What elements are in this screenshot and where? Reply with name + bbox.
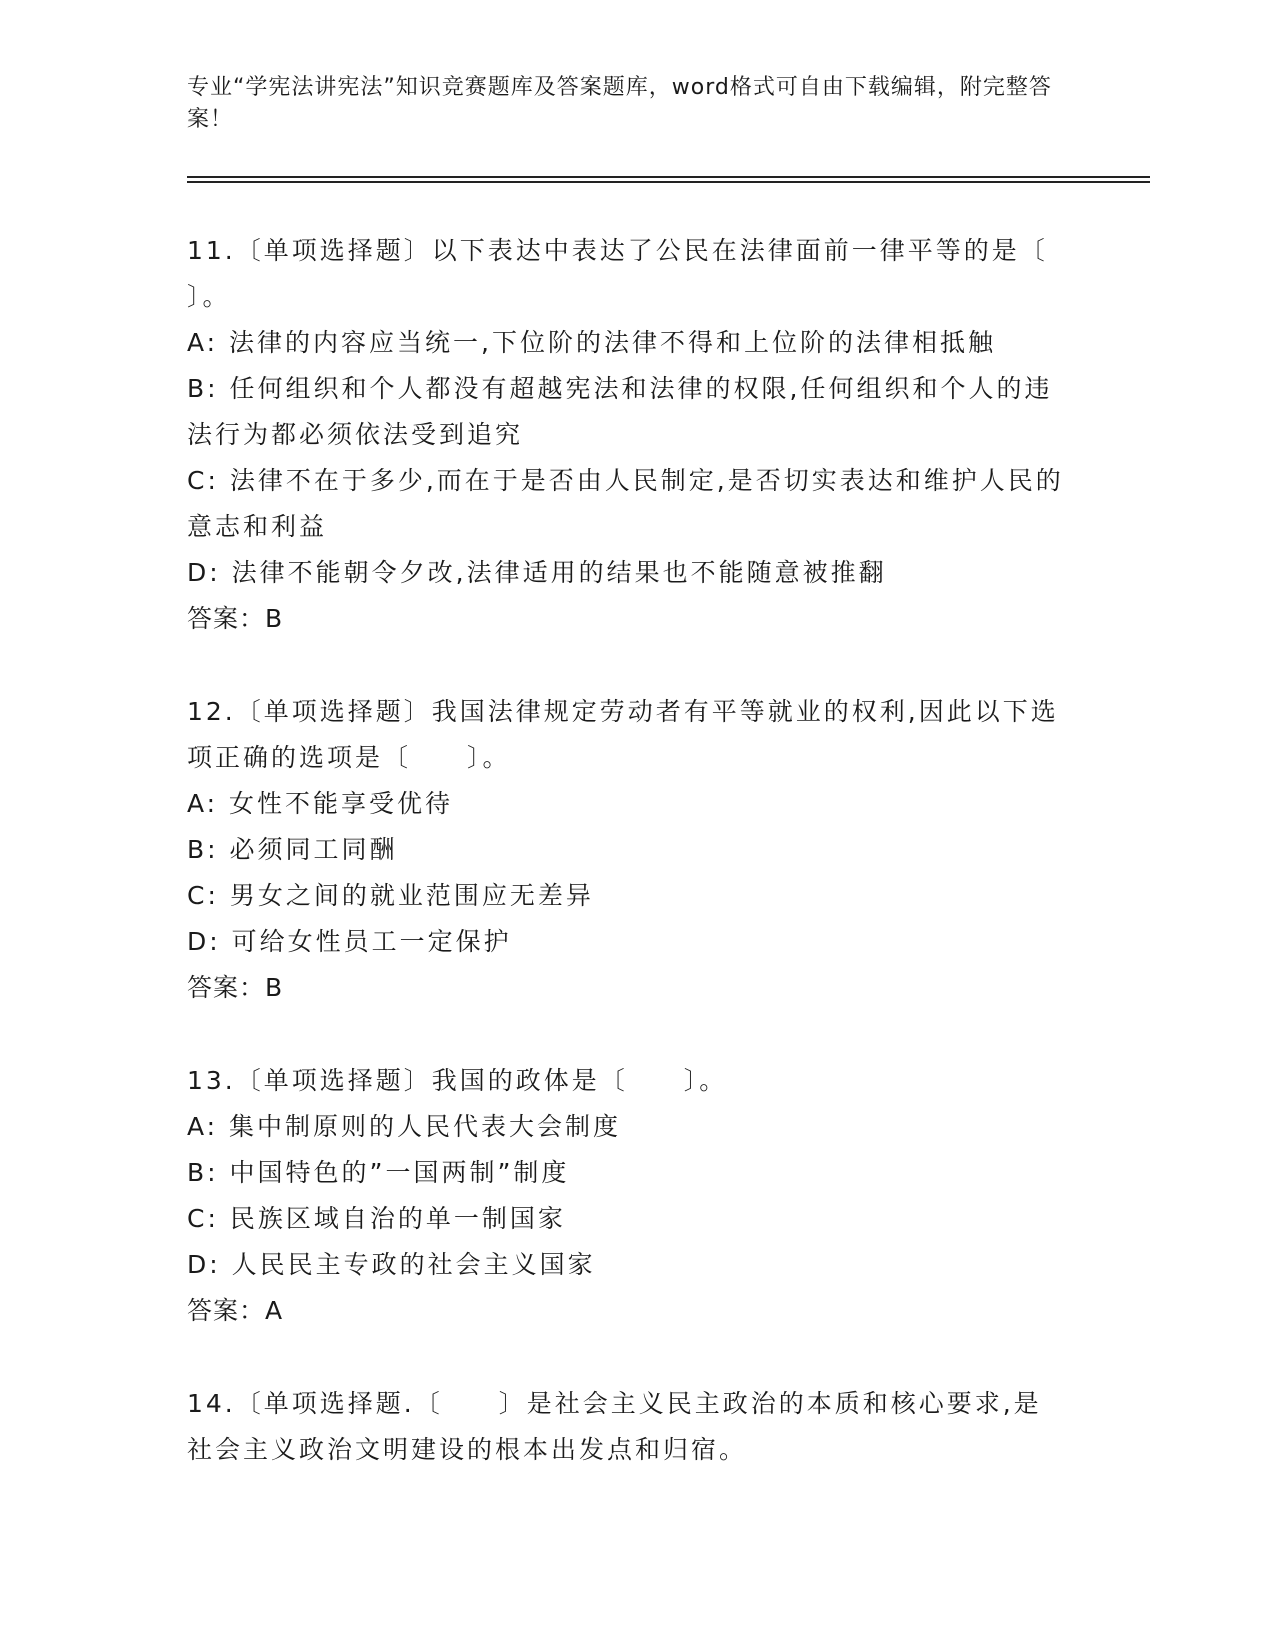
header-rule-top bbox=[187, 176, 1150, 178]
option-a: A: 女性不能享受优待 bbox=[187, 789, 454, 818]
question-14 bbox=[187, 1381, 1067, 1473]
answer-label: 答案：B bbox=[187, 973, 284, 1002]
question-13 bbox=[187, 1058, 1067, 1334]
option-b: B: 必须同工同酬 bbox=[187, 835, 398, 864]
option-d: D: 人民民主专政的社会主义国家 bbox=[187, 1250, 596, 1279]
option-a: A: 集中制原则的人民代表大会制度 bbox=[187, 1112, 622, 1141]
header-rule-bottom bbox=[187, 181, 1150, 183]
answer-label: 答案：A bbox=[187, 1296, 284, 1325]
question-stem: 12.〔单项选择题〕我国法律规定劳动者有平等就业的权利,因此以下选项正确的选项是〔 〕。 bbox=[187, 697, 1059, 772]
option-d: D: 法律不能朝令夕改,法律适用的结果也不能随意被推翻 bbox=[187, 558, 887, 587]
option-c: C: 民族区域自治的单一制国家 bbox=[187, 1204, 566, 1233]
option-c: C: 男女之间的就业范围应无差异 bbox=[187, 881, 594, 910]
question-stem: 14.〔单项选择题.〔 〕是社会主义民主政治的本质和核心要求,是社会主义政治文明建设的根本出发点和归宿。 bbox=[187, 1389, 1042, 1464]
question-11 bbox=[187, 228, 1067, 642]
option-b: B: 任何组织和个人都没有超越宪法和法律的权限,任何组织和个人的违法行为都必须依法受到追究 bbox=[187, 374, 1053, 449]
option-a: A: 法律的内容应当统一,下位阶的法律不得和上位阶的法律相抵触 bbox=[187, 328, 996, 357]
option-d: D: 可给女性员工一定保护 bbox=[187, 927, 512, 956]
question-12 bbox=[187, 689, 1067, 1011]
answer-label: 答案：B bbox=[187, 604, 284, 633]
document-header: 专业“学宪法讲宪法”知识竞赛题库及答案题库，word格式可自由下载编辑，附完整答案！ bbox=[187, 75, 1052, 132]
question-list bbox=[187, 228, 1067, 1520]
option-b: B: 中国特色的”一国两制”制度 bbox=[187, 1158, 570, 1187]
question-stem: 13.〔单项选择题〕我国的政体是〔 〕。 bbox=[187, 1066, 728, 1095]
option-c: C: 法律不在于多少,而在于是否由人民制定,是否切实表达和维护人民的意志和利益 bbox=[187, 466, 1064, 541]
question-stem: 11.〔单项选择题〕以下表达中表达了公民在法律面前一律平等的是〔 〕。 bbox=[187, 236, 1048, 311]
